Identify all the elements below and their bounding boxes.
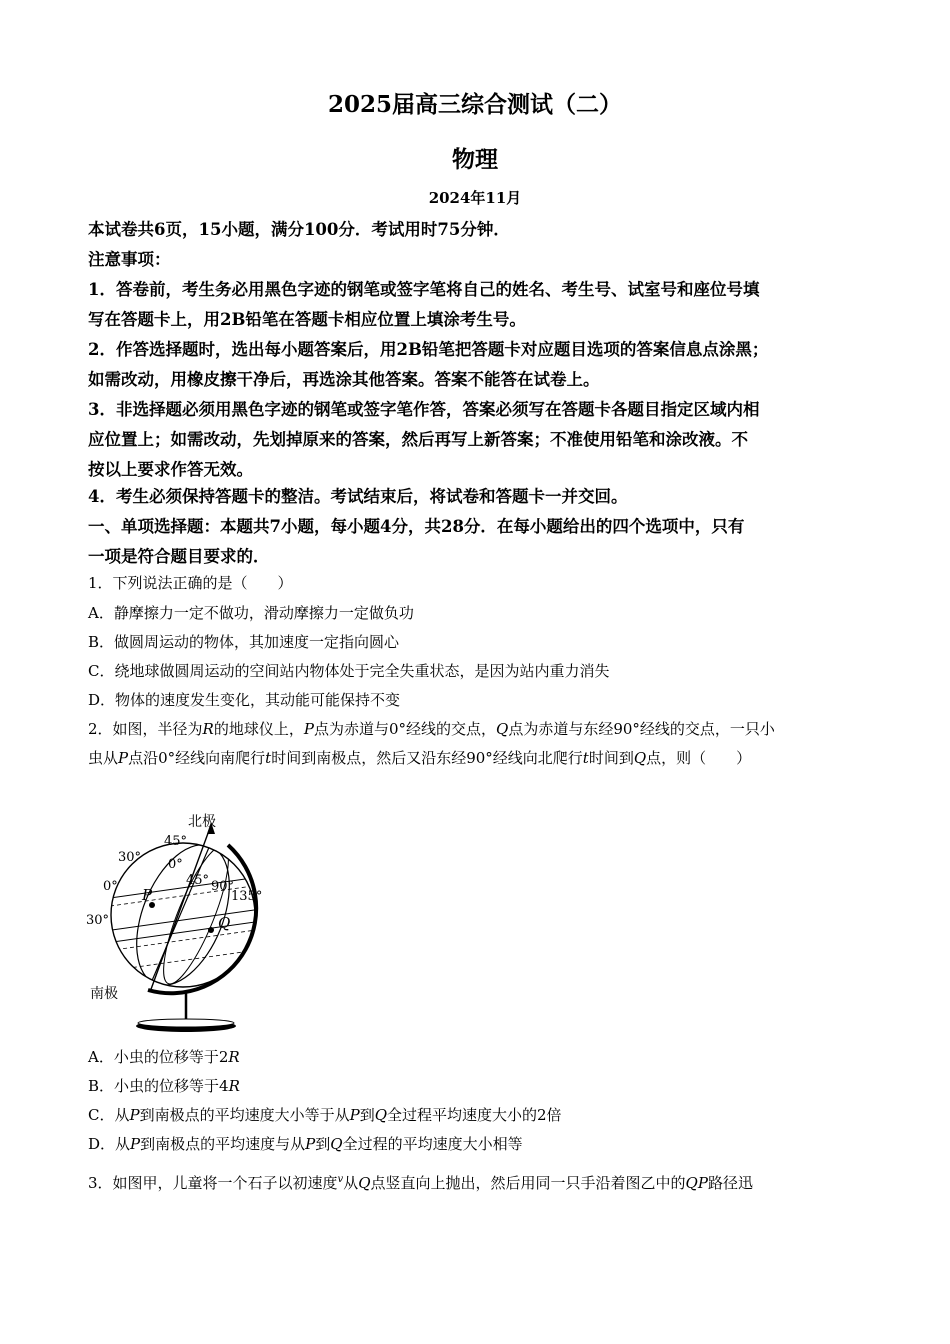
exam-date: 2024年11月	[428, 189, 522, 207]
question-1-option-b: B．做圆周运动的物体，其加速度一定指向圆心	[88, 633, 400, 651]
exam-summary: 本试卷共6页，15小题，满分100分．考试用时75分钟．	[88, 220, 510, 239]
subject-title: 物理	[452, 146, 498, 173]
note-line: 写在答题卡上，用2B铅笔在答题卡相应位置上填涂考生号。	[88, 310, 526, 329]
question-3-stem: 3．如图甲，儿童将一个石子以初速度$^v$从Q点竖直向上抛出，然后用同一只手沿着图乙中的QP路径迅	[88, 1174, 753, 1192]
note-line: 如需改动，用橡皮擦干净后，再选涂其他答案。答案不能答在试卷上。	[88, 370, 600, 389]
lon-label: 0°	[168, 857, 183, 872]
question-2-option-a: A．小虫的位移等于2R	[88, 1048, 240, 1066]
note-line: 3．非选择题必须用黑色字迹的钢笔或签字笔作答，答案必须写在答题卡各题目指定区域内相	[88, 400, 760, 419]
question-1-option-a: A．静摩擦力一定不做功，滑动摩擦力一定做负功	[88, 604, 414, 622]
question-2-stem-line1: 2．如图，半径为R的地球仪上，P点为赤道与0°经线的交点，Q点为赤道与东经90°经线的交点，一只小	[88, 720, 775, 738]
point-q-label: Q	[218, 914, 231, 932]
globe-axis	[150, 825, 211, 992]
notes-heading: 注意事项：	[88, 250, 171, 269]
question-2-stem-line2: 虫从P点沿0°经线向南爬行t时间到南极点，然后又沿东经90°经线向北爬行t时间到Q点，则（ ）	[88, 749, 752, 767]
lon-label: 45°	[186, 873, 210, 888]
globe-figure	[78, 800, 278, 1040]
question-2-option-c: C．从P到南极点的平均速度大小等于从P到Q全过程平均速度大小的2倍	[88, 1106, 562, 1124]
lon-label: 90°	[211, 879, 235, 894]
note-line: 4．考生必须保持答题卡的整洁。考试结束后，将试卷和答题卡一并交回。	[88, 487, 628, 506]
lat-label: 0°	[103, 879, 118, 894]
question-1-option-d: D．物体的速度发生变化，其动能可能保持不变	[88, 691, 401, 709]
question-2-option-b: B．小虫的位移等于4R	[88, 1077, 240, 1095]
question-2-option-d: D．从P到南极点的平均速度与从P到Q全过程的平均速度大小相等	[88, 1135, 523, 1153]
lon-label: 135°	[231, 889, 263, 904]
note-line: 2．作答选择题时，选出每小题答案后，用2B铅笔把答题卡对应题目选项的答案信息点涂黑；	[88, 340, 769, 359]
note-line: 应位置上；如需改动，先划掉原来的答案，然后再写上新答案；不准使用铅笔和涂改液。不	[88, 430, 748, 449]
north-pole-label: 北极	[188, 814, 216, 830]
lon-label: 45°	[164, 834, 188, 849]
note-line: 按以上要求作答无效。	[88, 460, 253, 479]
section-heading: 一、单项选择题：本题共7小题，每小题4分，共28分．在每小题给出的四个选项中，只有	[88, 517, 745, 536]
question-1-option-c: C．绕地球做圆周运动的空间站内物体处于完全失重状态，是因为站内重力消失	[88, 662, 610, 680]
south-pole-label: 南极	[90, 986, 118, 1002]
lat-label: 30°	[86, 913, 110, 928]
exam-title: 2025届高三综合测试（二）	[327, 91, 622, 118]
point-q-marker	[208, 927, 214, 933]
question-1-stem: 1．下列说法正确的是（ ）	[88, 574, 293, 592]
lat-label: 30°	[118, 850, 142, 865]
note-line: 1．答卷前，考生务必用黑色字迹的钢笔或签字笔将自己的姓名、考生号、试室号和座位号填	[88, 280, 760, 299]
point-p-label: P	[142, 886, 153, 904]
section-heading: 一项是符合题目要求的．	[88, 547, 270, 566]
